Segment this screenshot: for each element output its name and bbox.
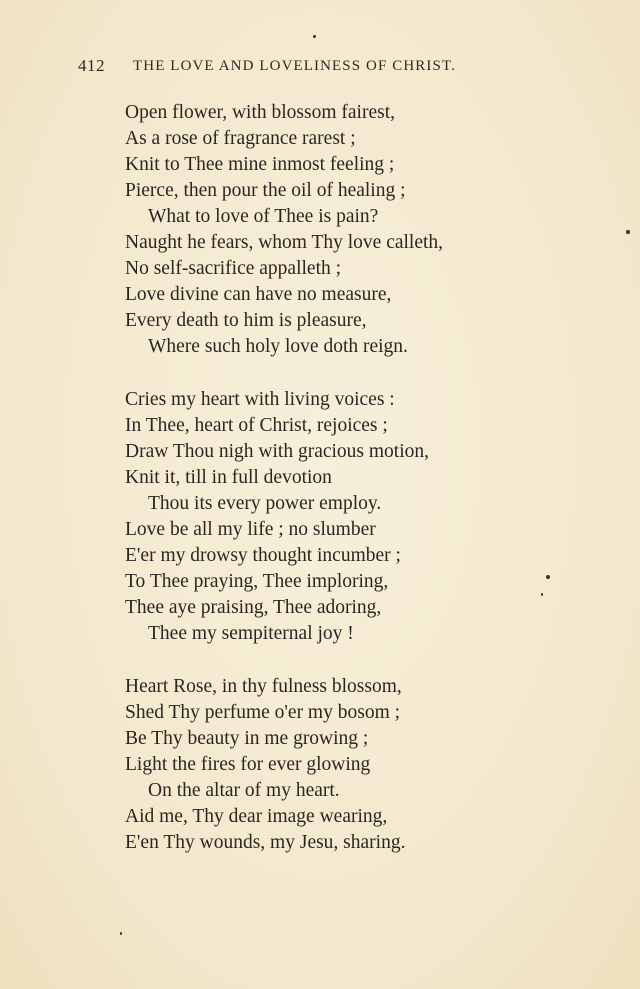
running-title: THE LOVE AND LOVELINESS OF CHRIST. [133,58,456,74]
poem-line: Aid me, Thy dear image wearing, [125,806,388,827]
poem-line: As a rose of fragrance rarest ; [125,128,356,149]
poem-line-refrain: Thee my sempiternal joy ! [148,623,354,644]
poem-line: Be Thy beauty in me growing ; [125,728,369,749]
poem-line: No self-sacrifice appalleth ; [125,258,342,279]
stanza-2 [125,387,545,647]
poem-line: Love be all my life ; no slumber [125,519,376,540]
poem-line: Knit it, till in full devotion [125,467,332,488]
poem-line: E'en Thy wounds, my Jesu, sharing. [125,832,406,853]
poem-line: Heart Rose, in thy fulness blossom, [125,676,402,697]
poem [125,100,545,883]
poem-line-refrain: Where such holy love doth reign. [148,336,408,357]
poem-line: Cries my heart with living voices : [125,389,395,410]
poem-line: Every death to him is pleasure, [125,310,367,331]
poem-line-refrain: What to love of Thee is pain? [148,206,379,227]
paper-speck [313,35,316,38]
page-header [78,56,538,78]
poem-line: Draw Thou nigh with gracious motion, [125,441,430,462]
poem-line: Love divine can have no measure, [125,284,392,305]
paper-speck [546,575,550,579]
page-number: 412 [78,56,105,75]
poem-line: Naught he fears, whom Thy love calleth, [125,232,444,253]
poem-line: Open flower, with blossom fairest, [125,102,396,123]
poem-line: Knit to Thee mine inmost feeling ; [125,154,395,175]
stanza-3 [125,674,545,856]
poem-line: Thee aye praising, Thee adoring, [125,597,382,618]
paper-speck [541,593,543,596]
paper-speck [120,932,122,935]
poem-line: Light the fires for ever glowing [125,754,371,775]
stanza-1 [125,100,545,360]
poem-line: Pierce, then pour the oil of healing ; [125,180,406,201]
poem-line: To Thee praying, Thee imploring, [125,571,389,592]
poem-line: Shed Thy perfume o'er my bosom ; [125,702,401,723]
paper-speck [626,230,630,234]
poem-line-refrain: Thou its every power employ. [148,493,382,514]
poem-line-refrain: On the altar of my heart. [148,780,340,801]
poem-line: E'er my drowsy thought incumber ; [125,545,401,566]
poem-line: In Thee, heart of Christ, rejoices ; [125,415,388,436]
